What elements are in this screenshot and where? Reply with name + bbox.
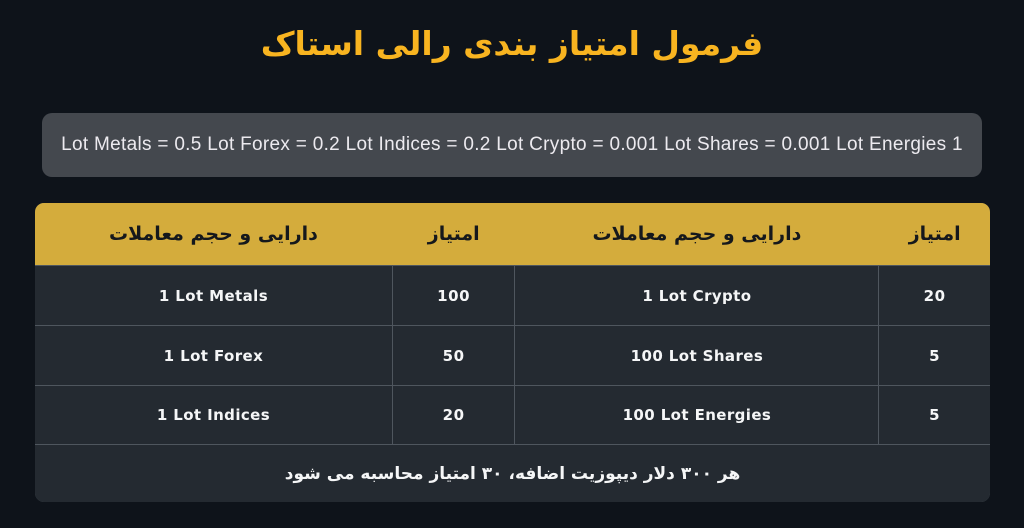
cell-points-energies: 5 [879,386,990,444]
cell-asset-shares: 100 Lot Shares [515,326,878,385]
table-footer-note: هر ۳۰۰ دلار دیپوزیت اضافه، ۳۰ امتیاز محاسبه می شود [35,445,990,502]
formula-text: Lot Metals = 0.5 Lot Forex = 0.2 Lot Indices = 0.2 Lot Crypto = 0.001 Lot Shares = 0.001 Lot Energies 1 [61,134,963,155]
cell-asset-indices: 1 Lot Indices [35,386,392,444]
cell-asset-metals: 1 Lot Metals [35,266,392,325]
formula-bar [42,113,982,177]
cell-points-crypto: 20 [879,266,990,325]
header-points-right: امتیاز [908,223,961,245]
cell-points-forex: 50 [393,326,515,385]
table-header-row [35,203,990,265]
cell-asset-crypto: 1 Lot Crypto [515,266,878,325]
score-table [35,203,990,502]
page-title: فرمول امتیاز بندی رالی استاک [260,24,764,63]
cell-points-shares: 5 [879,326,990,385]
cell-asset-forex: 1 Lot Forex [35,326,392,385]
header-asset-right: دارایی و حجم معاملات [592,223,802,245]
cell-points-indices: 20 [393,386,515,444]
header-points-left: امتیاز [427,223,480,245]
cell-asset-energies: 100 Lot Energies [515,386,878,444]
cell-points-metals: 100 [393,266,515,325]
header-asset-left: دارایی و حجم معاملات [108,223,318,245]
